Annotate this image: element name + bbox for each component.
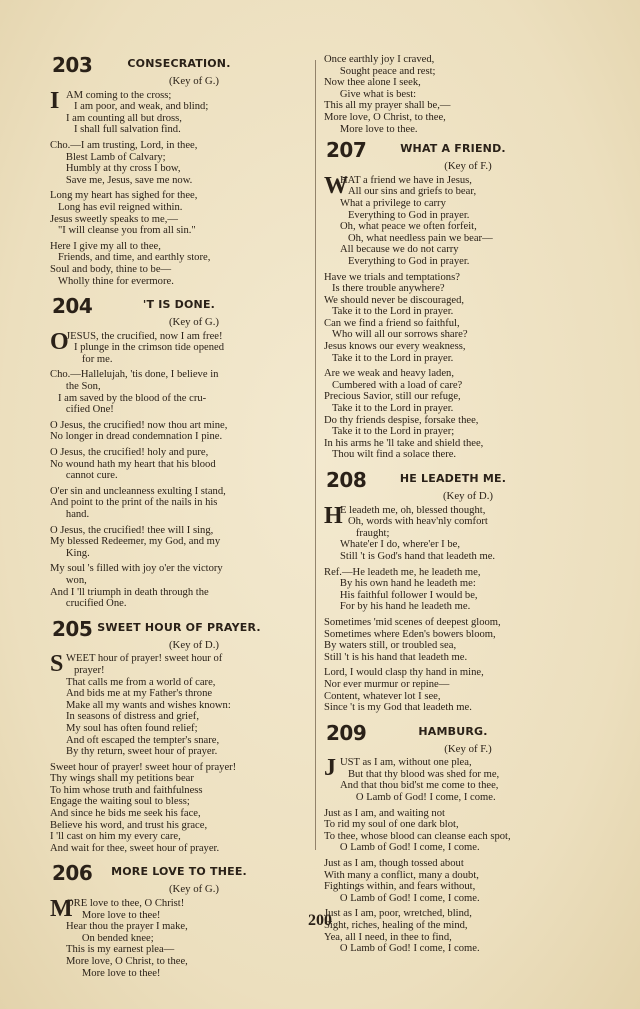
stanza: [324, 172, 582, 268]
hymn-line: Just as I am, though tossed about: [324, 858, 464, 870]
hymn-line: I 'll cast on him my every care,: [50, 831, 181, 843]
hymn-line: Take it to the Lord in prayer.: [324, 306, 454, 318]
hymn-line: My soul 's filled with joy o'er the victory: [50, 563, 223, 575]
hymn-line: This is my earnest plea—: [66, 944, 175, 956]
hymn-line: All our sins and griefs to bear,: [340, 186, 477, 198]
hymn-line: ORE love to thee, O Christ!: [66, 898, 185, 910]
stanza: [50, 898, 308, 979]
hymn-line: UST as I am, without one plea,: [340, 757, 472, 769]
hymn-line: Lord, I would clasp thy hand in mine,: [324, 667, 484, 679]
hymn-204: [50, 295, 308, 610]
hymn-line: Everything to God in prayer.: [340, 255, 470, 267]
drop-cap: I: [50, 87, 60, 114]
hymn-line: O Lamb of God! I come, I come.: [324, 892, 480, 904]
drop-cap: O: [50, 328, 69, 355]
hymn-number: 203: [52, 53, 93, 77]
hymn-number: 204: [52, 294, 93, 319]
stanza: [50, 140, 308, 186]
hymn-line: cified One!: [50, 404, 114, 416]
hymn-number: 205: [52, 616, 93, 641]
hymn-title: 'T IS DONE.: [142, 298, 216, 312]
stanza: [50, 653, 308, 757]
stanza: [50, 420, 308, 443]
hymn-line: And oft escaped the tempter's snare,: [66, 734, 220, 746]
hymn-line: No longer in dread condemnation I pine.: [50, 431, 223, 443]
hymn-line: JESUS, the crucified, now I am free!: [66, 330, 223, 342]
hymn-line: That calls me from a world of care,: [66, 676, 216, 688]
hymn-line: Content, whatever lot I see,: [324, 690, 441, 702]
stanza: [50, 447, 308, 482]
hymn-line: And since he bids me seek his face,: [50, 808, 201, 820]
hymn-line: Oh, what peace we often forfeit,: [340, 221, 477, 233]
stanza: [324, 502, 582, 563]
hymn-header: [50, 862, 308, 884]
hymn-title: MORE LOVE TO THEE.: [111, 865, 247, 879]
hymn-title: HE LEADETH ME.: [399, 472, 507, 485]
hymn-line: All because we do not carry: [340, 244, 459, 256]
hymn-line: Ref.—He leadeth me, he leadeth me,: [324, 566, 481, 578]
hymn-207: [324, 139, 582, 461]
hymn-line: Precious Savior, still our refuge,: [324, 391, 461, 403]
hymn-line: AM coming to the cross;: [66, 89, 172, 101]
hymn-line: In his arms he 'll take and shield thee,: [324, 437, 484, 449]
stanza: [324, 272, 582, 365]
hymn-line: Sought peace and rest;: [324, 65, 436, 77]
hymn-key: (Key of D.): [442, 490, 494, 502]
hymn-line: On bended knee;: [66, 932, 154, 944]
hymn-line: And bids me at my Father's throne: [66, 688, 213, 700]
hymn-line: Now thee alone I seek,: [324, 77, 421, 89]
hymn-line: Long has evil reigned within.: [50, 201, 183, 213]
stanza: [324, 368, 582, 461]
hymn-line: O Lamb of God! I come, I come.: [324, 943, 480, 955]
hymn-line: I am counting all but dross,: [66, 112, 182, 124]
hymn-header: [324, 722, 582, 744]
hymn-line: By thy return, sweet hour of prayer.: [66, 746, 218, 758]
stanza: [50, 525, 308, 560]
hymn-line: My blessed Redeemer, my God, and my: [50, 536, 221, 548]
hymn-line: Just as I am, poor, wretched, blind,: [324, 908, 472, 920]
hymn-line: crucified One.: [50, 598, 127, 610]
stanza: [324, 617, 582, 663]
hymn-line: Blest Lamb of Calvary;: [50, 151, 166, 163]
hymn-header: [324, 469, 582, 491]
hymn-line: Sometimes where Eden's bowers bloom,: [324, 628, 496, 640]
hymn-line: Is there trouble anywhere?: [324, 283, 445, 295]
hymn-line: Have we trials and temptations?: [324, 271, 460, 283]
hymn-line: Thou wilt find a solace there.: [324, 449, 457, 461]
hymn-line: More love to thee!: [66, 909, 161, 921]
hymn-header: [50, 295, 308, 317]
hymn-line: Cho.—I am trusting, Lord, in thee,: [50, 139, 198, 151]
hymn-line: King.: [50, 547, 90, 559]
hymn-line: O Jesus, the crucified! thee will I sing,: [50, 524, 214, 536]
hymn-line: This all my prayer shall be,—: [324, 100, 451, 112]
hymn-line: And I 'll triumph in death through the: [50, 586, 209, 598]
hymn-number: 209: [326, 720, 367, 745]
hymn-line: Soul and body, thine to be—: [50, 263, 172, 275]
hymn-line: I am saved by the blood of the cru-: [50, 392, 207, 404]
hymn-key: (Key of G.): [168, 316, 220, 329]
hymn-line: Still 't is his hand that leadeth me.: [324, 651, 468, 663]
hymn-208: [324, 469, 582, 714]
hymn-line: Humbly at thy cross I bow,: [50, 163, 181, 175]
hymn-line: Whate'er I do, where'er I be,: [340, 539, 460, 551]
hymn-line: Take it to the Lord in prayer.: [324, 352, 454, 364]
hymn-line: Since 't is my God that leadeth me.: [324, 702, 472, 714]
hymn-line: Friends, and time, and earthly store,: [50, 252, 211, 264]
hymn-header: [324, 139, 582, 161]
hymn-key: (Key of G.): [168, 883, 220, 896]
hymn-number: 208: [326, 468, 367, 492]
stanza: [324, 808, 582, 854]
hymn-line: O Lamb of God! I come, I come.: [324, 842, 480, 854]
hymn-title: HAMBURG.: [418, 724, 488, 738]
hymn-line: I plunge in the crimson tide opened: [66, 342, 224, 354]
hymn-key: (Key of D.): [168, 638, 220, 651]
hymn-line: won,: [50, 574, 87, 586]
hymn-line: I shall full salvation find.: [66, 124, 181, 136]
hymn-line: Cumbered with a load of care?: [324, 379, 463, 391]
hymn-line: Nor ever murmur or repine—: [324, 678, 450, 690]
hymn-line: More love, O Christ, to thee,: [66, 956, 188, 967]
stanza: [50, 328, 308, 366]
right-column: [324, 54, 582, 963]
hymn-line: Yea, all I need, in thee to find,: [324, 931, 452, 943]
stanza: [50, 241, 308, 287]
drop-cap: J: [324, 755, 336, 782]
stanza: [50, 87, 308, 136]
hymn-line: To thee, whose blood can cleanse each spot,: [324, 830, 511, 842]
hymn-key: (Key of G.): [168, 75, 220, 87]
hymn-line: Are we weak and heavy laden,: [324, 368, 455, 380]
hymn-line: Can we find a friend so faithful,: [324, 317, 460, 329]
hymn-line: for me.: [66, 353, 113, 365]
drop-cap: M: [50, 896, 73, 923]
hymn-line: Oh, words with heav'nly comfort: [340, 516, 488, 528]
hymn-line: Do thy friends despise, forsake thee,: [324, 414, 479, 426]
hymn-number: 207: [326, 138, 367, 163]
hymn-line: Everything to God in prayer.: [340, 209, 470, 221]
hymn-line: O'er sin and uncleanness exulting I stand,: [50, 485, 226, 497]
hymn-line: In seasons of distress and grief,: [66, 711, 199, 723]
hymn-line: Wholly thine for evermore.: [50, 275, 174, 287]
hymn-line: WEET hour of prayer! sweet hour of: [66, 653, 223, 665]
hymn-line: And wait for thee, sweet hour of prayer.: [50, 842, 220, 854]
stanza: [50, 762, 308, 855]
hymn-line: To him whose truth and faithfulness: [50, 784, 203, 796]
hymn-line: "I will cleanse you from all sin.": [50, 225, 196, 237]
hymn-line: O Lamb of God! I come, I come.: [340, 792, 496, 804]
hymn-line: Cho.—Hallelujah, 'tis done, I believe in: [50, 369, 219, 381]
hymn-line: And point to the print of the nails in his: [50, 497, 218, 509]
hymn-line: More love to thee.: [324, 123, 418, 135]
hymn-line: Take it to the Lord in prayer;: [324, 426, 455, 438]
hymn-line: With many a conflict, many a doubt,: [324, 869, 479, 881]
hymn-line: cannot cure.: [50, 470, 118, 482]
hymn-line: prayer!: [66, 664, 105, 676]
hymn-line: By his own hand he leadeth me:: [324, 578, 476, 590]
hymn-205: [50, 618, 308, 855]
hymn-line: Jesus knows our every weakness,: [324, 341, 466, 353]
hymn-line: E leadeth me, oh, blessed thought,: [340, 504, 486, 516]
hymn-number: 206: [52, 861, 93, 886]
stanza: [324, 858, 582, 904]
hymn-header: [50, 54, 308, 76]
hymn-line: Long my heart has sighed for thee,: [50, 190, 198, 202]
hymn-line: We should never be discouraged,: [324, 294, 465, 306]
hymn-line: Here I give my all to thee,: [50, 240, 161, 252]
hymn-line: Just as I am, and waiting not: [324, 807, 445, 819]
hymn-line: Engage the waiting soul to bless;: [50, 796, 190, 808]
hymn-line: the Son,: [50, 381, 101, 393]
hymn-header: [50, 618, 308, 640]
stanza: [324, 567, 582, 613]
hymn-line: And that thou bid'st me come to thee,: [340, 780, 499, 792]
hymn-line: No wound hath my heart that his blood: [50, 458, 216, 470]
column-divider: [315, 60, 316, 850]
stanza: [50, 486, 308, 521]
hymn-line: Fightings within, and fears without,: [324, 881, 476, 893]
hymn-line: For by his hand he leadeth me.: [324, 601, 471, 613]
continued-stanza: [324, 54, 582, 135]
hymn-line: Sweet hour of prayer! sweet hour of prayer!: [50, 761, 237, 773]
page-number: 200: [308, 912, 332, 929]
hymn-line: Hear thou the prayer I make,: [66, 921, 188, 933]
hymn-line: Sometimes 'mid scenes of deepest gloom,: [324, 616, 501, 628]
hymn-line: Oh, what needless pain we bear—: [340, 232, 493, 244]
drop-cap: H: [324, 502, 343, 529]
stanza: [324, 667, 582, 713]
hymn-line: Thy wings shall my petitions bear: [50, 773, 194, 785]
hymn-line: More love to thee!: [66, 967, 161, 979]
hymn-line: O Jesus, the crucified! holy and pure,: [50, 447, 209, 459]
hymn-line: What a privilege to carry: [340, 197, 446, 209]
hymn-line: By waters still, or troubled sea,: [324, 640, 457, 652]
hymn-line: Save me, Jesus, save me now.: [50, 174, 193, 186]
hymn-line: Jesus sweetly speaks to me,—: [50, 213, 178, 225]
drop-cap: W: [324, 172, 348, 199]
hymn-line: Take it to the Lord in prayer.: [324, 403, 454, 415]
hymn-line: Still 't is God's hand that leadeth me.: [340, 550, 496, 562]
hymn-line: fraught;: [340, 527, 390, 539]
hymn-line: I am poor, and weak, and blind;: [66, 101, 209, 113]
hymn-line: Sight, riches, healing of the mind,: [324, 920, 468, 931]
hymn-line: His faithful follower I would be,: [324, 589, 478, 601]
drop-cap: S: [50, 651, 64, 678]
hymn-line: My soul has often found relief;: [66, 722, 198, 734]
hymn-line: More love, O Christ, to thee,: [324, 111, 446, 123]
hymn-line: Once earthly joy I craved,: [324, 54, 435, 65]
hymn-203: [50, 54, 308, 287]
hymn-line: HAT a friend we have in Jesus,: [340, 174, 472, 186]
hymn-title: SWEET HOUR OF PRAYER.: [97, 620, 261, 634]
hymn-key: (Key of F.): [444, 742, 492, 755]
stanza: [50, 369, 308, 415]
stanza: [50, 190, 308, 236]
stanza: [50, 563, 308, 609]
hymn-line: But that thy blood was shed for me,: [340, 768, 500, 780]
hymn-title: WHAT A FRIEND.: [400, 142, 506, 156]
hymn-line: hand.: [50, 509, 90, 520]
left-column: [50, 54, 308, 987]
hymn-line: Believe his word, and trust his grace,: [50, 819, 208, 831]
stanza: [324, 757, 582, 803]
hymn-title: CONSECRATION.: [127, 57, 231, 70]
hymn-line: Who will all our sorrows share?: [324, 329, 468, 341]
hymn-line: Make all my wants and wishes known:: [66, 699, 231, 711]
hymn-line: To rid my soul of one dark blot,: [324, 819, 459, 831]
hymn-key: (Key of F.): [444, 160, 492, 173]
hymn-line: Give what is best:: [324, 88, 417, 100]
hymn-line: O Jesus, the crucified! now thou art mine,: [50, 419, 228, 431]
